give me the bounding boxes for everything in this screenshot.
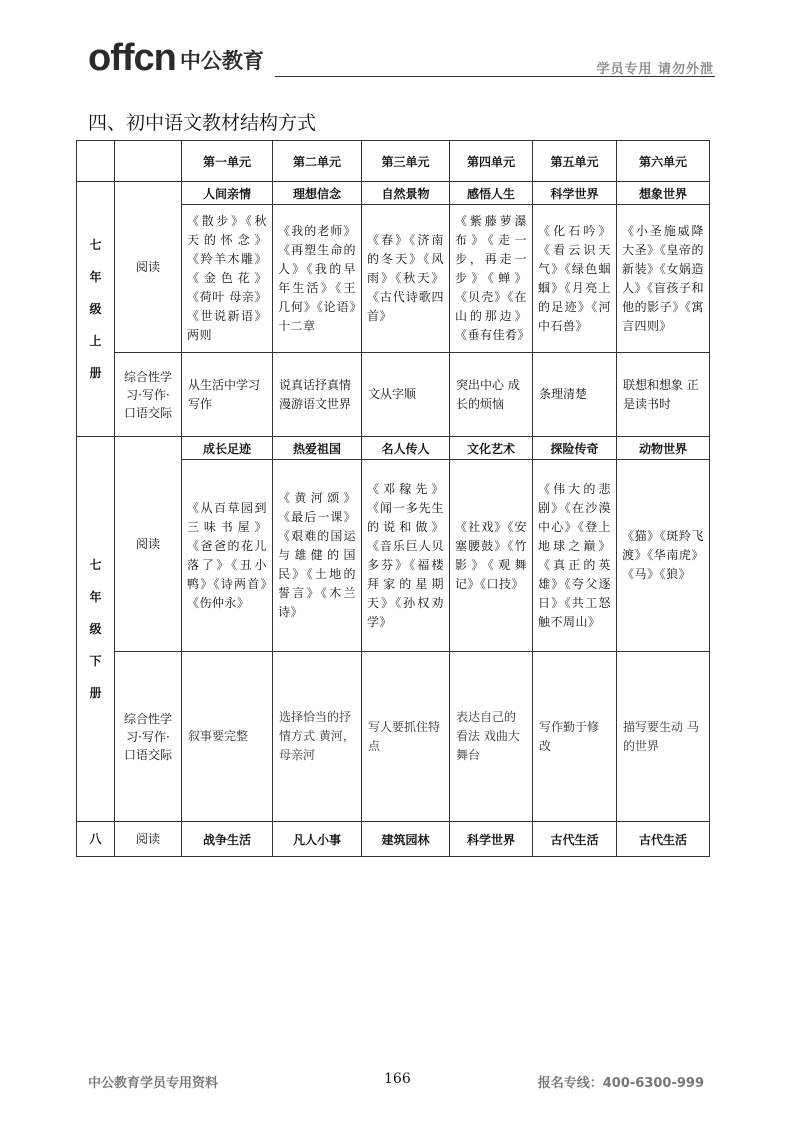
theme-cell: 名人传人 (362, 437, 450, 460)
text-list-cell: 《猫》《斑羚飞渡》《华南虎》《马》《狼》 (617, 460, 710, 652)
composition-cell: 文从字顺 (362, 353, 450, 437)
composition-cell: 说真话抒真情 漫游语文世界 (273, 353, 362, 437)
theme-cell: 建筑园林 (362, 822, 450, 857)
theme-cell: 自然景物 (362, 182, 450, 205)
text-list-cell: 《邓稼先》《闻一多先生的说和做》《音乐巨人贝多芬》《福楼拜家的星期天》《孙权劝学》 (362, 460, 450, 652)
composition-cell: 从生活中学习写作 (182, 353, 273, 437)
text-list-cell: 《化石吟》《看云识天气》《绿色蝈蝈》《月亮上的足迹》《河中石兽》 (533, 205, 617, 353)
composition-cell: 叙事要完整 (182, 652, 273, 822)
theme-cell: 科学世界 (450, 822, 533, 857)
theme-cell: 动物世界 (617, 437, 710, 460)
corner-cell-2 (115, 141, 182, 182)
composition-cell: 条理清楚 (533, 353, 617, 437)
theme-cell: 科学世界 (533, 182, 617, 205)
composition-cell: 选择恰当的抒情方式 黄河，母亲河 (273, 652, 362, 822)
grade-7a-label: 七 年 级 上 册 (77, 182, 115, 437)
footer-left: 中公教育学员专用资料 (88, 1076, 219, 1091)
text-list-cell: 《黄河颂》《最后一课》《艰难的国运与雄健的国民》《土地的誓言》《木兰诗》 (273, 460, 362, 652)
header-note: 学员专用 请勿外泄 (596, 62, 714, 77)
composition-cell: 写作勤于修改 (533, 652, 617, 822)
text-list-cell: 《社戏》《安塞腰鼓》《竹影》《观舞记》《口技》 (450, 460, 533, 652)
theme-cell: 探险传奇 (533, 437, 617, 460)
composition-cell: 突出中心 成长的烦恼 (450, 353, 533, 437)
logo-chinese: 中公教育 (179, 49, 264, 73)
theme-cell: 古代生活 (533, 822, 617, 857)
g7b-comp-row (77, 652, 710, 822)
reading-label: 阅读 (115, 822, 182, 857)
unit-header: 第四单元 (450, 141, 533, 182)
unit-header: 第三单元 (362, 141, 450, 182)
unit-header: 第一单元 (182, 141, 273, 182)
text-list-cell: 《春》《济南的冬天》《风雨》《秋天》《古代诗歌四首》 (362, 205, 450, 353)
composition-cell: 联想和想象 正是读书时 (617, 353, 710, 437)
g7b-theme-row (77, 437, 710, 460)
unit-header: 第二单元 (273, 141, 362, 182)
g8a-theme-row (77, 822, 710, 857)
composition-label: 综合性学习·写作·口语交际 (115, 652, 182, 822)
grade-7b-label: 七 年 级 下 册 (77, 437, 115, 822)
theme-cell: 感悟人生 (450, 182, 533, 205)
theme-cell: 凡人小事 (273, 822, 362, 857)
theme-cell: 热爱祖国 (273, 437, 362, 460)
text-list-cell: 《从百草园到三味书屋》《爸爸的花儿落了》《丑小鸭》《诗两首》《伤仲永》 (182, 460, 273, 652)
footer-hotline: 报名专线：400-6300-999 (537, 1076, 704, 1091)
grade-8a-label: 八 (77, 822, 115, 857)
text-list-cell: 《我的老师》《再塑生命的人》《我的早年生活》《王几何》《论语》十二章 (273, 205, 362, 353)
unit-header: 第六单元 (617, 141, 710, 182)
theme-cell: 文化艺术 (450, 437, 533, 460)
theme-cell: 理想信念 (273, 182, 362, 205)
logo-english: offcn (88, 37, 176, 79)
composition-label: 综合性学习·写作·口语交际 (115, 353, 182, 437)
theme-cell: 想象世界 (617, 182, 710, 205)
unit-header: 第五单元 (533, 141, 617, 182)
composition-cell: 表达自己的看法 戏曲大舞台 (450, 652, 533, 822)
g7a-comp-row (77, 353, 710, 437)
reading-label: 阅读 (115, 437, 182, 652)
composition-cell: 写人要抓住特点 (362, 652, 450, 822)
theme-cell: 古代生活 (617, 822, 710, 857)
offcn-logo (88, 38, 264, 78)
reading-label: 阅读 (115, 182, 182, 353)
textbook-structure-table (76, 140, 710, 857)
text-list-cell: 《小圣施威降大圣》《皇帝的新装》《女娲造人》《盲孩子和他的影子》《寓言四则》 (617, 205, 710, 353)
text-list-cell: 《伟大的悲剧》《在沙漠中心》《登上地球之巅》《真正的英雄》《夸父逐日》《共工怒触不周山》 (533, 460, 617, 652)
unit-header-row (77, 141, 710, 182)
composition-cell: 描写要生动 马的世界 (617, 652, 710, 822)
theme-cell: 战争生活 (182, 822, 273, 857)
section-title: 四、初中语文教材结构方式 (88, 112, 317, 134)
text-list-cell: 《散步》《秋天的怀念》《羚羊木雕》《金色花》《荷叶 母亲》《世说新语》两则 (182, 205, 273, 353)
g7a-theme-row (77, 182, 710, 205)
text-list-cell: 《紫藤萝瀑布》《走一步，再走一步》《蝉》《贝壳》《在山的那边》《垂有佳肴》 (450, 205, 533, 353)
corner-cell (77, 141, 115, 182)
theme-cell: 成长足迹 (182, 437, 273, 460)
theme-cell: 人间亲情 (182, 182, 273, 205)
page-number: 166 (384, 1071, 411, 1087)
